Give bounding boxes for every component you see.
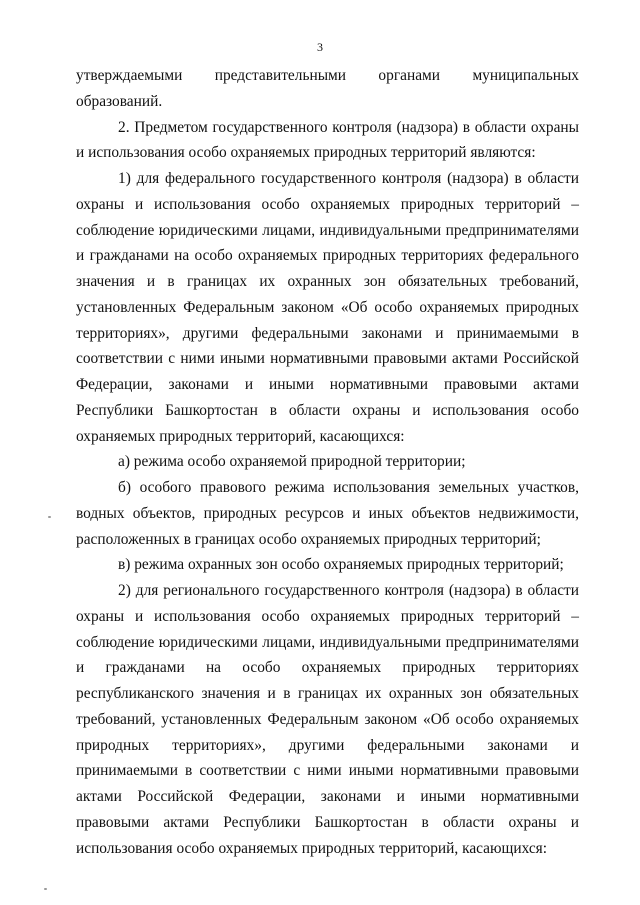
page-number: 3 bbox=[317, 40, 323, 54]
paragraph-item-2: 2. Предметом государственного контроля (надзора) в области охраны и использования особо охраняемых природных территорий являются: bbox=[76, 118, 579, 162]
paragraph-subitem-b: б) особого правового режима использования земельных участков, водных объектов, природных ресурсов и иных объектов недвижимости, расположенных в границах особо охраняемых природных территорий; bbox=[76, 479, 579, 548]
paragraph-subitem-a: а) режима особо охраняемой природной территории; bbox=[118, 453, 466, 471]
paragraph-subitem-1: 1) для федерального государственного контроля (надзора) в области охраны и использования особо охраняемых природных территорий – соблюдение юридическими лицами, индивидуальными предпринимателями и гражданами на особо охраняемых природных территориях федерального значения и в границах их охранных зон обязательных требований, установленных Федеральным законом «Об особо охраняемых природных территориях», другими федеральными законами и принимаемыми в соответствии с ними иными нормативными правовыми актами Российской Федерации, законами и иными нормативными правовыми актами Республики Башкортостан в области охраны и использования особо охраняемых природных территорий, касающихся: bbox=[76, 170, 579, 445]
document-body bbox=[76, 63, 579, 861]
paragraph-subitem-2: 2) для регионального государственного контроля (надзора) в области охраны и использования особо охраняемых природных территорий – соблюдение юридическими лицами, индивидуальными предпринимателями и гражданами на особо охраняемых природных территориях республиканского значения и в границах их охранных зон обязательных требований, установленных Федеральным законом «Об особо охраняемых природных территориях», другими федеральными законами и принимаемыми в соответствии с ними иными нормативными правовыми актами Российской Федерации, законами и иными нормативными правовыми актами Республики Башкортостан в области охраны и использования особо охраняемых природных территорий, касающихся: bbox=[76, 582, 579, 857]
paragraph-continuation: утверждаемыми представительными органами муниципальных образований. bbox=[76, 67, 579, 110]
scan-speck bbox=[48, 516, 51, 518]
scan-speck bbox=[44, 888, 47, 890]
paragraph-subitem-v: в) режима охранных зон особо охраняемых природных территорий; bbox=[118, 556, 564, 574]
